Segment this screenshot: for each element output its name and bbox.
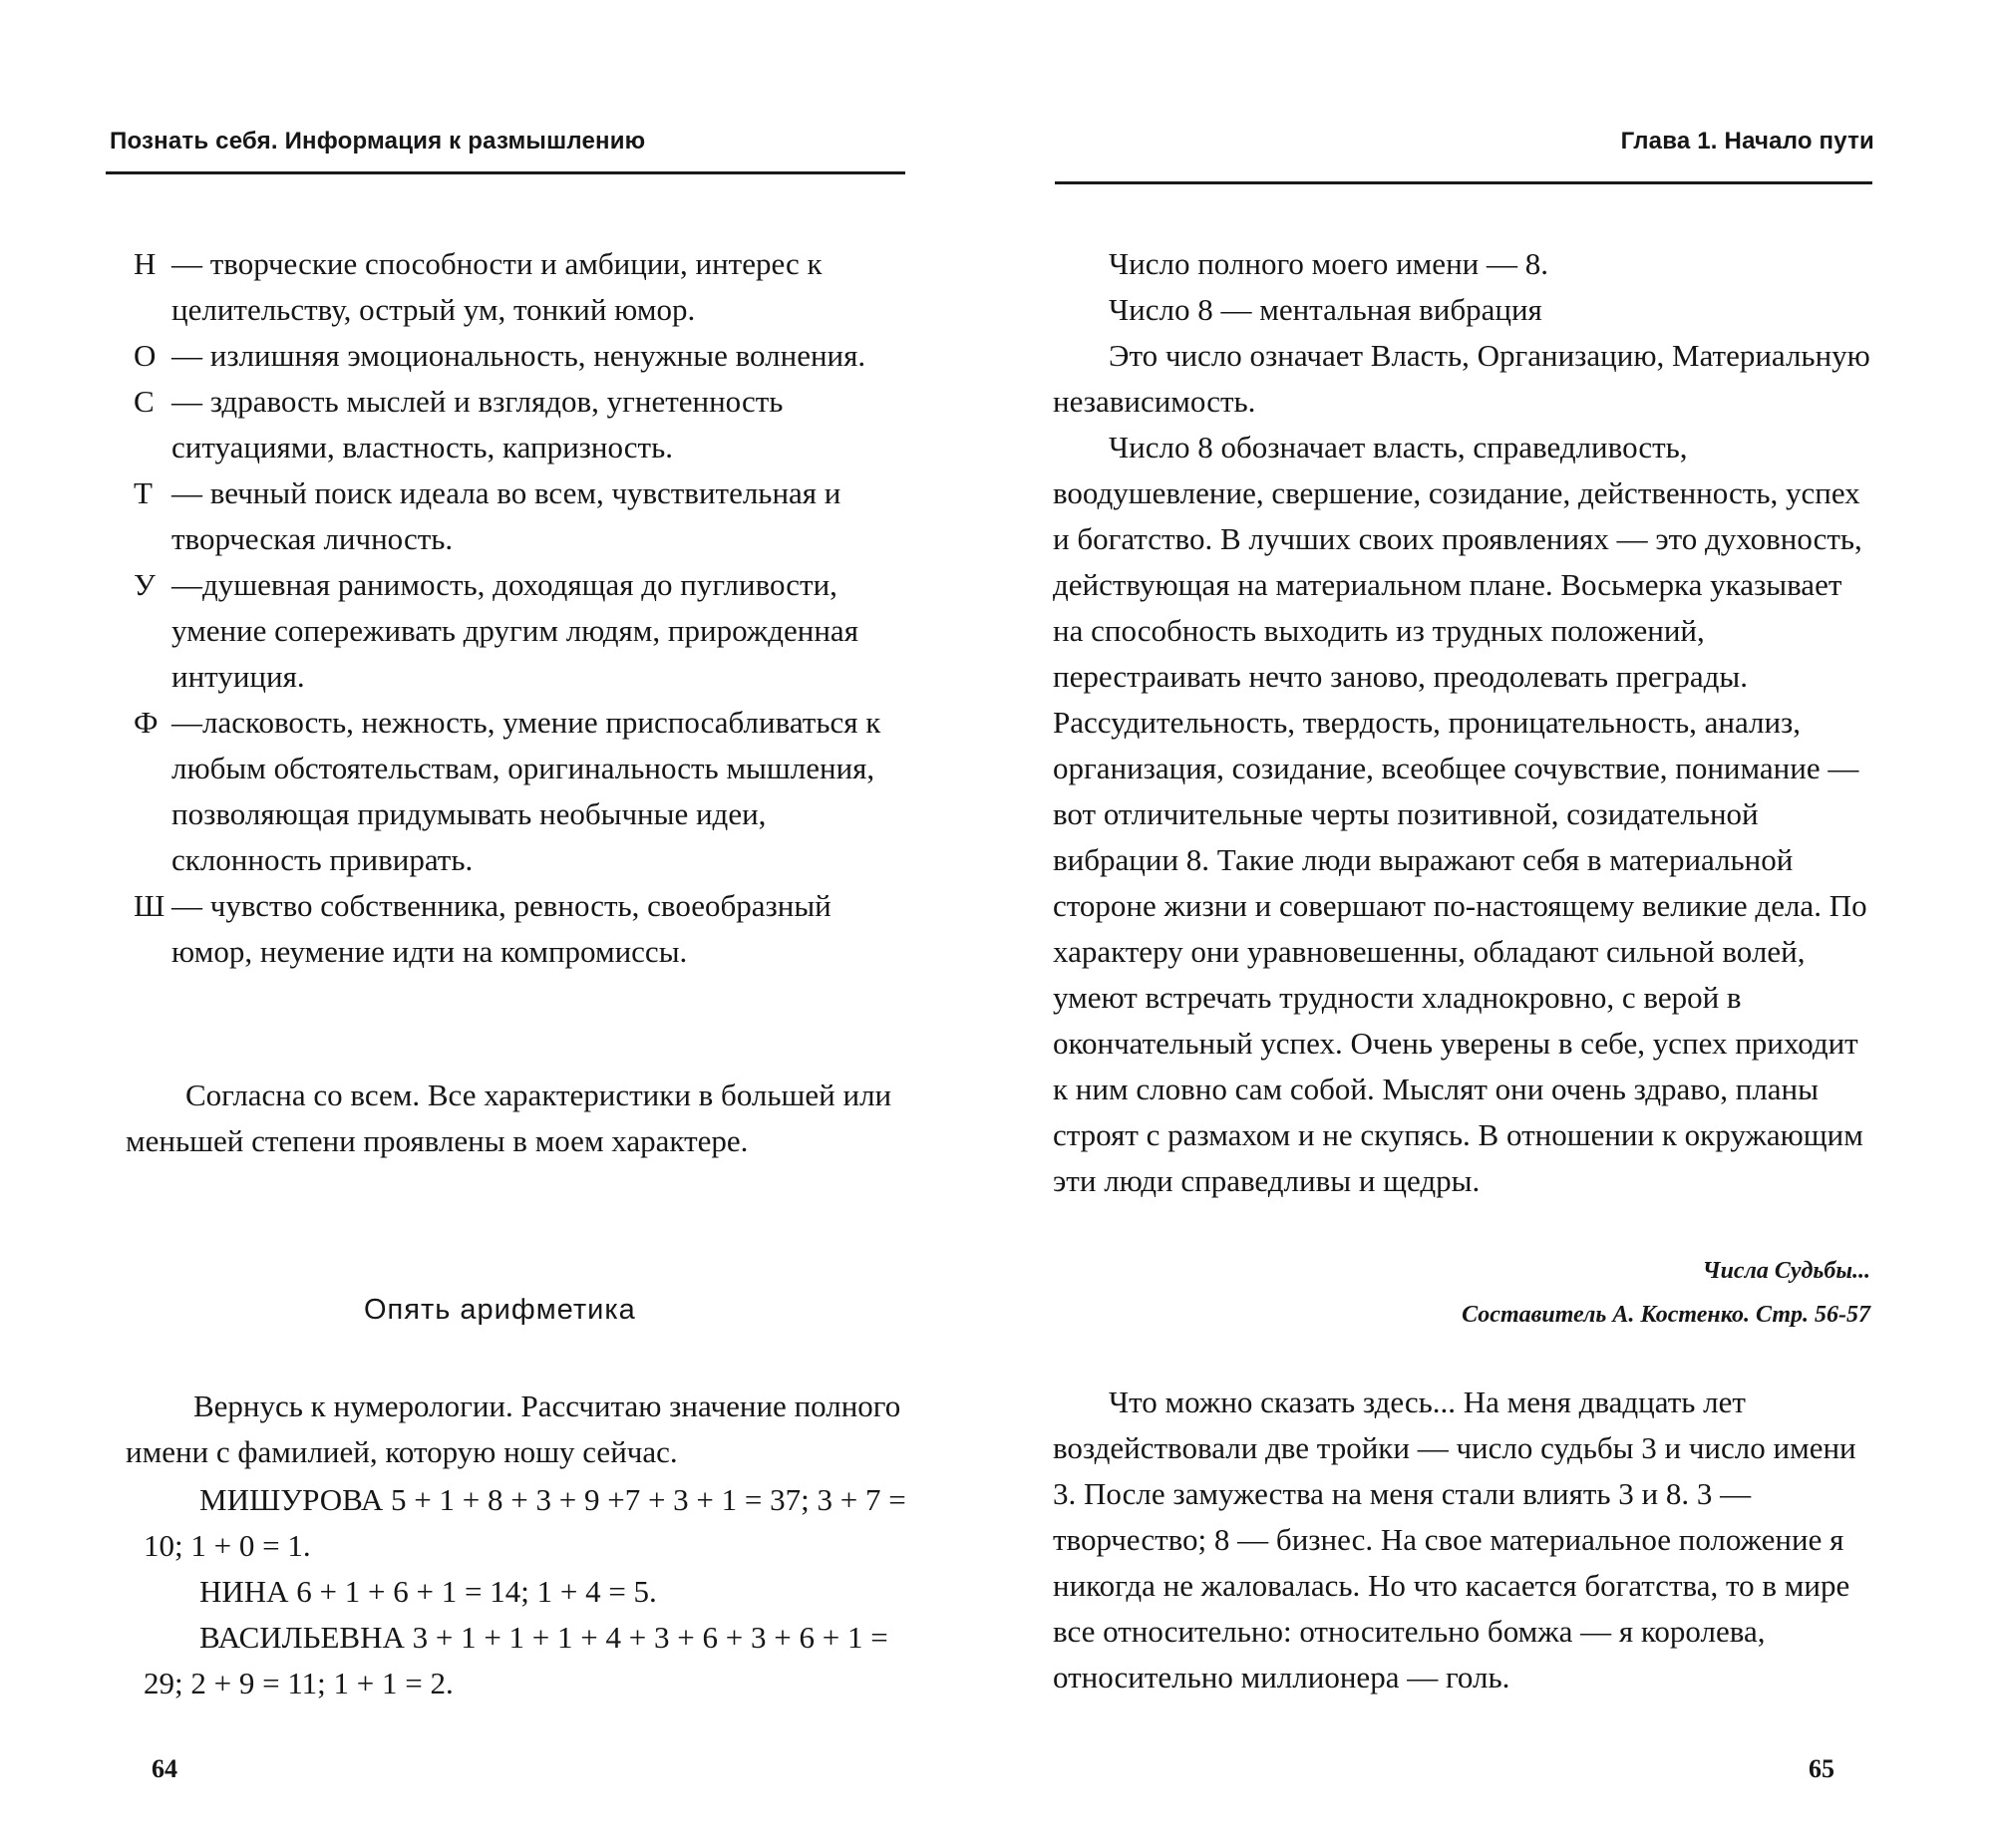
meaning-paragraph: Это число означает Власть, Организацию, Материальную независимость. [1053, 338, 1870, 419]
reflection-paragraph: Что можно сказать здесь... На меня двадцать лет воздействовали две тройки — число судьбы 3 и число имени 3. После замужества на меня стали влиять 3 и 8. 3 — творчество; 8 — бизнес. На свое материальное положение я никогда не жаловалась. Но что касается богатства, то в мире все относительно: относительно бомжа — я королева, относительно миллионера — голь. [1053, 1385, 1856, 1694]
description-paragraph: Число 8 обозначает власть, справедливость, воодушевление, свершение, созидание, действенность, успех и богатство. В лучших своих проявлениях — это духовность, действующая на материальном плане. Восьмерка указывает на способность выходить из трудных положений, перестраивать нечто заново, преодолевать преграды. Рассудительность, твердость, проницательность, анализ, организация, созидание, всеобщее сочувствие, понимание — вот отличительные черты позитивной, созидательной вибрации 8. Такие люди выражают себя в материальной стороне жизни и совершают по-настоящему великие дела. По характеру они уравновешенны, обладают сильной волей, умеют встречать трудности хладнокровно, с верой в окончательный успех. Очень уверены в себе, успех приходит к ним словно сам собой. Мыслят они очень здраво, планы строят с размахом и не скупясь. В отношении к окружающим эти люди справедливы и щедры. [1053, 430, 1867, 1198]
definition-letter: Ф [134, 705, 159, 740]
definition-letter: Н [134, 246, 157, 281]
left-page-number: 64 [152, 1754, 177, 1783]
source-title: Числа Судьбы... [1702, 1258, 1870, 1284]
letter-definitions [134, 241, 911, 975]
definition-u [134, 562, 911, 700]
section-title: Опять арифметика [364, 1294, 636, 1326]
agree-paragraph: Согласна со всем. Все характеристики в большей или меньшей степени проявлены в моем характере. [126, 1078, 892, 1158]
left-running-head: Познать себя. Информация к размышлению [110, 128, 646, 154]
definition-letter: С [134, 384, 155, 419]
full-name-number-line: Число полного моего имени — 8. [1109, 246, 1548, 281]
right-running-head: Глава 1. Начало пути [1620, 128, 1874, 154]
definition-text: — здравость мыслей и взглядов, угнетенность ситуациями, властность, капризность. [171, 384, 784, 464]
definition-t [134, 470, 911, 562]
source-author: Составитель А. Костенко. Стр. 56-57 [1462, 1302, 1870, 1328]
definition-text: — излишняя эмоциональность, ненужные волнения. [171, 338, 866, 373]
definition-o [134, 333, 911, 379]
left-header-rule [106, 171, 905, 174]
right-page-number: 65 [1809, 1754, 1834, 1783]
definition-text: —душевная ранимость, доходящая до пугливости, умение сопереживать другим людям, прирожденная интуиция. [171, 567, 858, 694]
right-page [997, 0, 1994, 1848]
definition-letter: У [134, 567, 156, 602]
right-header-rule [1055, 181, 1872, 184]
definition-text: — вечный поиск идеала во всем, чувствительная и творческая личность. [171, 475, 841, 556]
calc-surname: МИШУРОВА 5 + 1 + 8 + 3 + 9 +7 + 3 + 1 = 37; 3 + 7 = 10; 1 + 0 = 1. [144, 1482, 906, 1563]
definition-letter: Ш [134, 888, 166, 923]
definition-s [134, 379, 911, 470]
definition-text: —ласковость, нежность, умение приспосабливаться к любым обстоятельствам, оригинальность мышления, позволяющая придумывать необычные идеи, склонность привирать. [171, 705, 881, 877]
definition-letter: Т [134, 475, 153, 510]
calc-name: НИНА 6 + 1 + 6 + 1 = 14; 1 + 4 = 5. [199, 1574, 657, 1609]
definition-sh [134, 883, 911, 975]
definition-text: — творческие способности и амбиции, интерес к целительству, острый ум, тонкий юмор. [171, 246, 823, 327]
return-paragraph: Вернусь к нумерологии. Рассчитаю значение полного имени с фамилией, которую ношу сейчас. [126, 1388, 901, 1469]
definition-f [134, 700, 911, 883]
definition-n [134, 241, 911, 333]
vibration-line: Число 8 — ментальная вибрация [1109, 292, 1542, 327]
definition-text: — чувство собственника, ревность, своеобразный юмор, неумение идти на компромиссы. [171, 888, 831, 969]
calc-patronymic: ВАСИЛЬЕВНА 3 + 1 + 1 + 1 + 4 + 3 + 6 + 3 + 6 + 1 = 29; 2 + 9 = 11; 1 + 1 = 2. [144, 1620, 888, 1700]
definition-letter: О [134, 338, 157, 373]
